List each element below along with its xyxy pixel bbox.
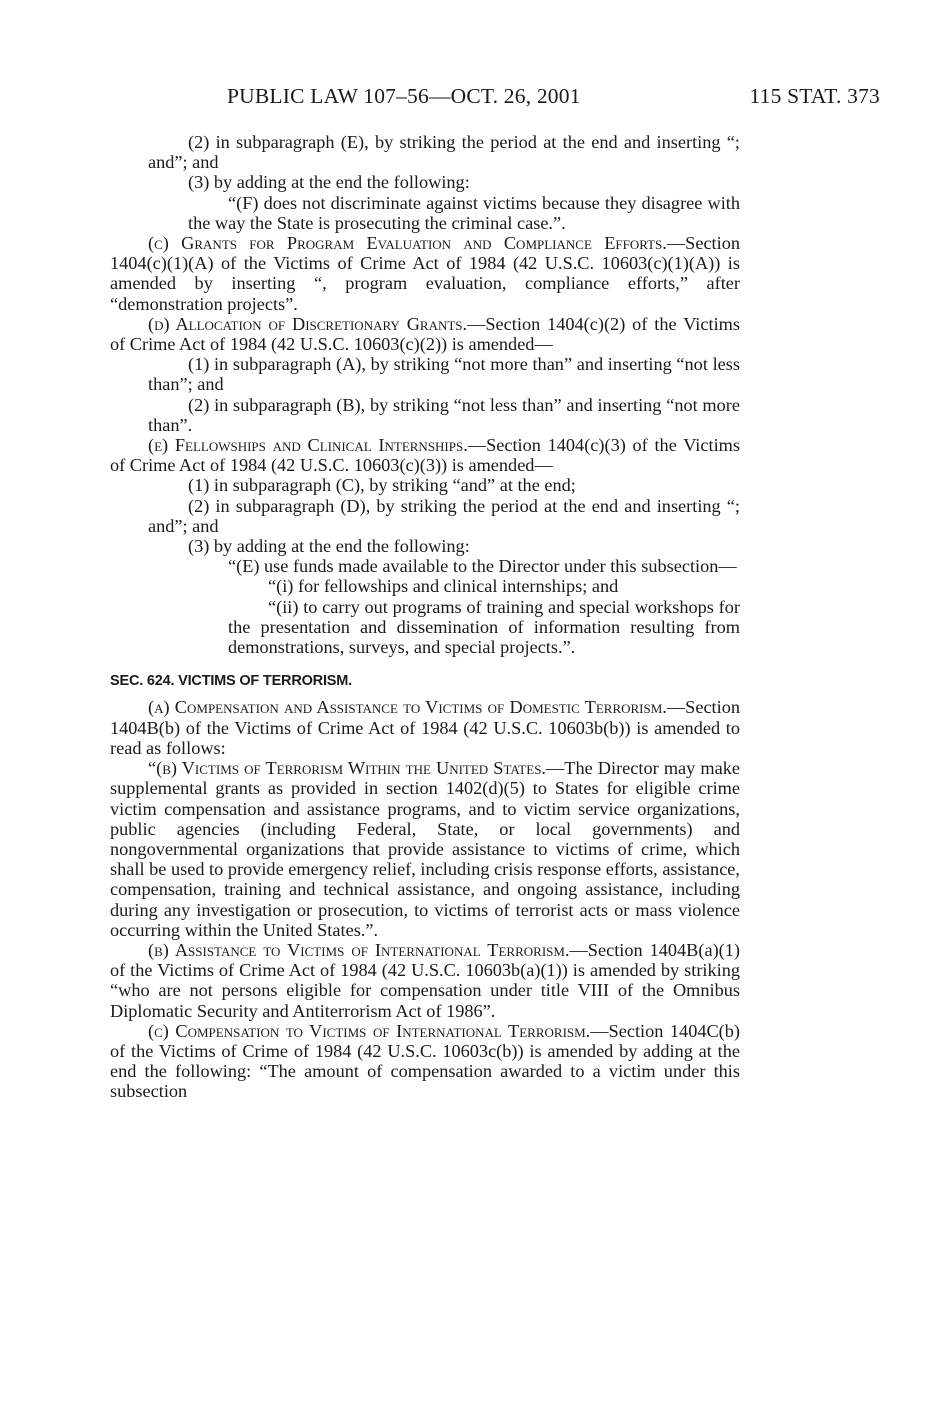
paragraph-text: —Section 1404B(a)(1) of the Victims of Crime Act of 1984 (42 U.S.C. 10603b(a)(1)) is amended by striking “who are not persons eligible for compensation under title VIII of the Omnibus Diplomatic Security and Antiterrorism Act of 1986”. [110,939,740,1021]
paragraph-text: —Section 1404C(b) of the Victims of Crime of 1984 (42 U.S.C. 10603c(b)) is amended by adding at the end the following: “The amount of compensation awarded to a victim under this subsection [110,1020,740,1102]
paragraph: (1) in subparagraph (A), by striking “not more than” and inserting “not less than”; and [148,354,740,395]
paragraph: (2) in subparagraph (E), by striking the period at the end and inserting “; and”; and [148,132,740,173]
paragraph: “(E) use funds made available to the Director under this subsection— [228,556,737,577]
paragraph-text: —Section 1404B(b) of the Victims of Crime Act of 1984 (42 U.S.C. 10603b(b)) is amended to read as follows: [110,697,740,758]
header-stat-page: 115 STAT. 373 [749,84,880,108]
paragraph-text: —Section 1404(c)(3) of the Victims of Crime Act of 1984 (42 U.S.C. 10603(c)(3)) is amended— [110,435,740,476]
paragraph: “(F) does not discriminate against victims because they disagree with the way the State is prosecuting the criminal case.”. [188,192,740,233]
paragraph: (2) in subparagraph (B), by striking “not less than” and inserting “not more than”. [148,394,740,435]
subsection-heading: (a) Compensation and Assistance to Victims of Domestic Terrorism. [148,697,667,718]
paragraph: “(i) for fellowships and clinical internships; and [268,576,619,597]
paragraph: (2) in subparagraph (D), by striking the period at the end and inserting “; and”; and [148,495,740,536]
section-heading: SEC. 624. VICTIMS OF TERRORISM. [110,673,352,690]
paragraph: (3) by adding at the end the following: [188,536,470,557]
paragraph-text: —Section 1404(c)(2) of the Victims of Crime Act of 1984 (42 U.S.C. 10603(c)(2)) is amended— [110,313,740,355]
paragraph [110,940,740,1021]
subsection-heading: (b) Assistance to Victims of International Terrorism. [148,939,570,960]
header-law-citation: PUBLIC LAW 107–56—OCT. 26, 2001 [227,84,581,108]
paragraph-text: —Section 1404(c)(1)(A) of the Victims of Crime Act of 1984 (42 U.S.C. 10603(c)(1)(A)) is amended by inserting “, program evaluation, compliance efforts,” after “demonstration projects”. [110,233,740,314]
subsection-heading: (c) Compensation to Victims of International Terrorism. [148,1020,591,1041]
paragraph: (1) in subparagraph (C), by striking “and” at the end; [188,475,576,496]
paragraph [110,1021,740,1102]
subsection-heading: (c) Grants for Program Evaluation and Compliance Efforts. [148,233,667,254]
paragraph [110,233,740,314]
paragraph [110,314,740,354]
subsection-heading: “(b) Victims of Terrorism Within the United States. [148,758,546,779]
paragraph: (3) by adding at the end the following: [188,172,470,193]
paragraph [110,697,740,758]
paragraph [110,435,740,475]
paragraph-text: —The Director may make supplemental grants as provided in section 1402(d)(5) to States for eligible crime victim compensation and assistance programs, and to victim service organizations, public agencies (including Federal, State, or local governments) and nongovernmental organizations that provide assistance to victims of crime, which shall be used to provide emergency relief, including crisis response efforts, assistance, compensation, training and technical assistance, and ongoing assistance, including during any investigation or prosecution, to victims of terrorist acts or mass violence occurring within the United States.”. [110,758,740,940]
paragraph [110,758,740,940]
paragraph: “(ii) to carry out programs of training and special workshops for the presentation and dissemination of information resulting from demonstrations, surveys, and special projects.”. [228,596,740,658]
page-header [100,84,880,114]
document-body [110,132,740,1102]
subsection-heading: (d) Allocation of Discretionary Grants. [148,313,468,334]
subsection-heading: (e) Fellowships and Clinical Internships. [148,435,468,456]
